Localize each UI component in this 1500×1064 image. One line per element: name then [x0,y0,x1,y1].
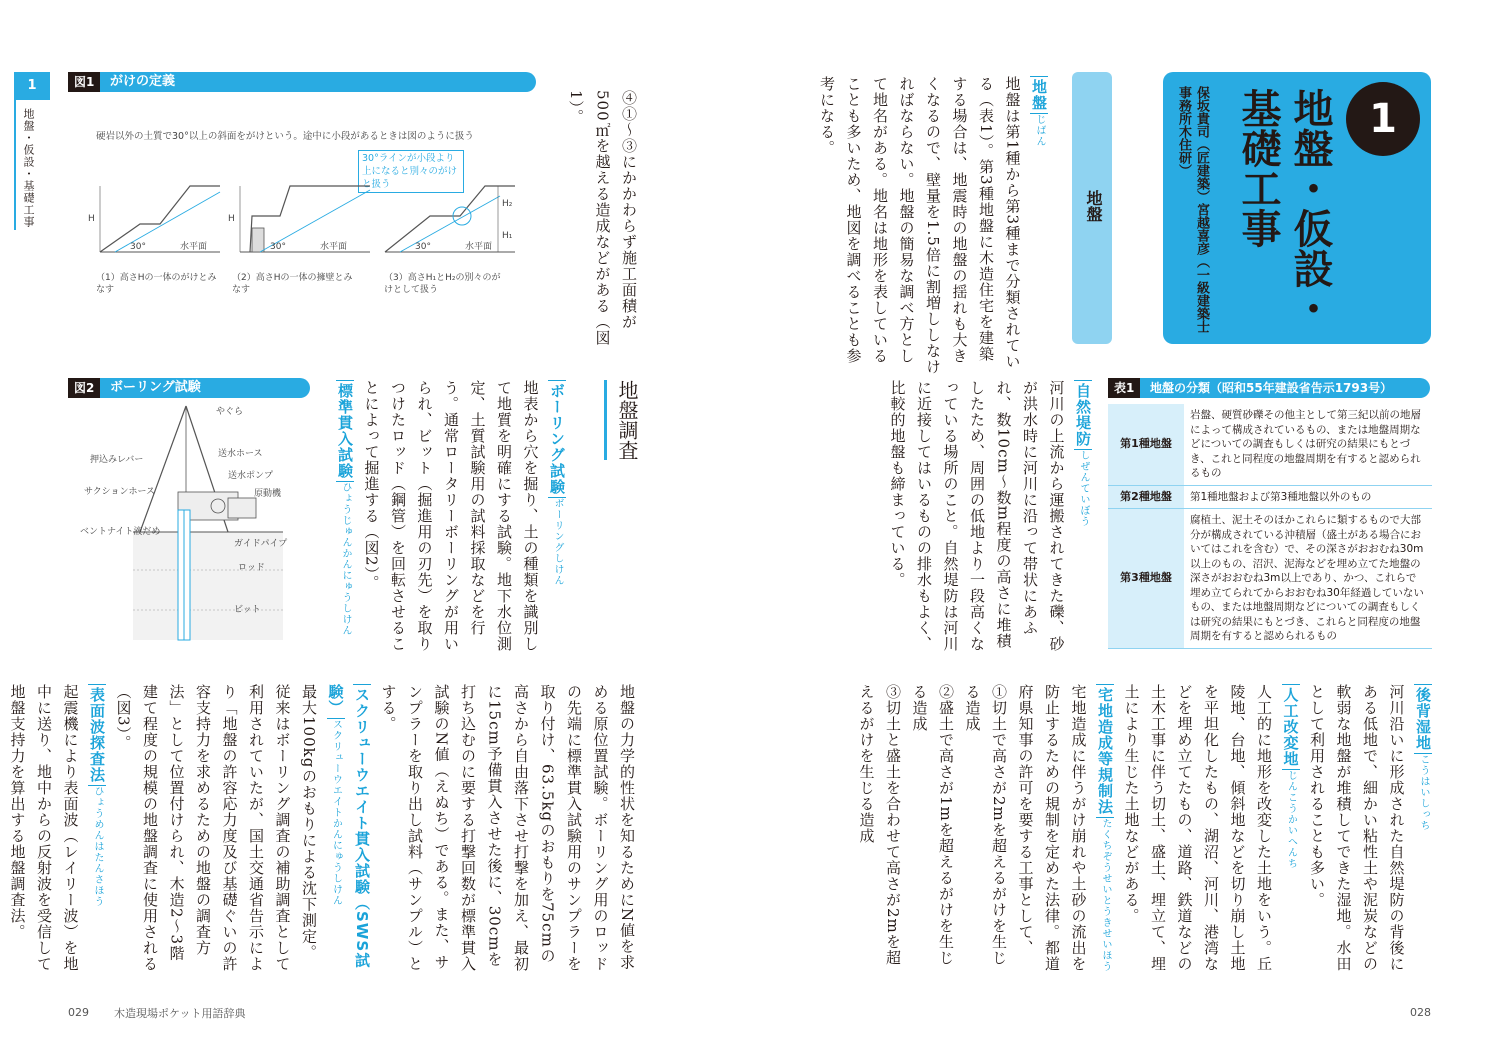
takuchi-body: 宅地造成に伴うがけ崩れや土砂の流出を防止するための規制を定めた法律。都道府県知事の許可を要する工事として、 [1016,684,1088,972]
fig2-title: ボーリング試験 [110,380,201,395]
fig1-diagram [80,176,530,266]
table-cell-desc: 第1種地盤および第3種地盤以外のもの [1184,485,1432,509]
svg-text:H₁: H₁ [502,231,513,241]
takuchi-item-2: ②盛土で高さが1mを超えるがけを生じる造成 [910,684,955,966]
svg-text:ビット: ビット [234,605,261,615]
table1-header [1108,378,1430,398]
table-cell-desc: 岩盤、硬質砂礫その他主として第三紀以前の地層によって構成されているもの、または地盤周期などについての調査もしくは研究の結果にもとづき、これと同程度の地盤周期を有すると認められるもの [1184,404,1432,485]
footer-book-title: 木造現場ポケット用語辞典 [114,1007,246,1020]
wave-body: 起震機により表面波（レイリー波）を地中に送り、地中からの反射波を受信して地盤支持力を算出する地盤調査法。 [8,684,80,972]
jinko-body: 人工的に地形を改変した土地をいう。丘陵地、台地、傾斜地などを切り崩し土地を平坦化したもの、湖沼、河川、港湾などを埋め立てたもの、道路、鉄道などの土木工事に伴う切土、盛土、埋立て、埋土により生じた土地などがある。 [1122,684,1273,972]
takuchi-item-3: ③切土と盛土を合わせて高さが2mを超えるがけを生じる造成 [857,684,902,966]
svg-text:ベントナイト液だめ: ベントナイト液だめ [80,527,161,537]
fig1-title: がけの定義 [110,74,176,89]
svg-text:水平面: 水平面 [180,242,208,252]
svg-text:送水ホース: 送水ホース [218,449,263,459]
fig1-caption-1: （1）高さHの一体のがけとみなす [96,273,217,295]
fig1-note: 硬岩以外の土質で30°以上の斜面をがけという。途中に小段があるときは図のように扱う [96,131,474,142]
boring-body: 地表から穴を掘り、土の種類を識別して地質を明確にする試験。地下水位測定、土質試験用の試料採取などを行う。通常ロータリーボーリングが用いられ、ビット（掘進用の刃先）を取りつけたロッド（鋼管）を回転させることによって掘進する（図2）。 [362,380,540,652]
right-upper-text: 地盤じばん 地盤は第1種から第3種まで分類されている（表1）。第3種地盤に木造住宅を建築する場合は、地震時の地盤の揺れも大きくなるので、壁量を1.5倍に割増ししなければならない。地盤の簡易な調べ方として地名がある。地名は地形を表していることも多いため、地図を調べることも参考になる。 [856,76,1052,376]
table-cell-name: 第2種地盤 [1108,485,1184,509]
svg-text:30°: 30° [415,242,431,252]
table-row [1108,509,1432,649]
svg-text:サクションホース: サクションホース [84,487,156,497]
table-row [1108,485,1432,509]
svg-text:水平面: 水平面 [320,242,348,252]
sp-body: 地盤の力学的性状を知るためにN値を求める原位置試験。ボーリング用のロッドの先端に標準貫入試験用のサンプラーを取り付け、63.5kgのおもりを75cmの高さから自由落下させ打撃を加え、最初に15cm予備貫入させた後に、30cmを打ち込むのに要する打撃回数が標準貫入試験のN値（えぬち）である。また、サンプラーを取り出し試料（サンプル）とする。 [379,684,636,972]
sub-heading-jiban-chosa: 地盤調査 [604,380,642,460]
fig1-header [68,72,536,92]
svg-text:ロッド: ロッド [238,563,265,573]
fig2-label: 図2 [68,378,100,398]
svg-text:H: H [88,214,95,224]
left-upper-text: ボーリング試験ボーリングしけん 地表から穴を掘り、土の種類を識別して地質を明確にする試験。地下水位測定、土質試験用の試料採取などを行う。通常ロータリーボーリングが用いられ、ビット（掘進用の刃先）を取りつけたロッド（鋼管）を回転させることによって掘進する（図2）。 標準貫入試験ひょうじゅんかんにゅうしけん [330,380,570,660]
left-item4-text: ④①～③にかかわらず施工面積が500㎡を越える造成などがある（図1）。 [567,90,638,346]
haihai-body: 河川沿いに形成された自然堤防の背後にある低地で、細かい粘性土や泥炭などの軟弱な地盤が堆積してできた湿地。水田として利用されることも多い。 [1308,684,1406,972]
svg-text:水平面: 水平面 [465,242,493,252]
fig1-caption-3: （3）高さH₁とH₂の別々のがけとして扱う [384,273,501,295]
table1-title: 地盤の分類（昭和55年建設省告示1793号） [1150,381,1393,395]
svg-text:ガイドパイプ: ガイドパイプ [234,539,288,549]
takuchi-item-1: ①切土で高さが2mを超えるがけを生じる造成 [963,684,1008,966]
table-cell-name: 第3種地盤 [1108,509,1184,649]
svg-text:やぐら: やぐら [216,407,244,417]
svg-text:30°: 30° [270,242,286,252]
sws-body: 最大100kgのおもりによる沈下測定。従来はボーリング調査の補助調査として利用されていたが、国土交通省告示により「地盤の許容応力度及び基礎ぐいの許容支持力を求めるための地盤の調査方法」として位置付けられ、木造2～3階建て程度の規模の地盤調査に使用される（図3）。 [114,684,318,972]
footer-left-page: 029 [68,1006,89,1019]
left-lower-text: 地盤の力学的性状を知るためにN値を求める原位置試験。ボーリング用のロッドの先端に標準貫入試験用のサンプラーを取り付け、63.5kgのおもりを75cmの高さから自由落下させ打撃を加え、最初に15cm予備貫入させた後に、30cmを打ち込むのに要する打撃回数が標準貫入試験のN値（えぬち）である。また、サンプラーを取り出し試料（サンプル）とする。 スクリューウエイト貫入試験（SWS試験）スクリューウエイトかんにゅうしけん 最大100kgのおもりによる沈下測定。従来はボーリング調査の補助調査として利用されていたが、国土交通省告示により「地盤の許容応力度及び基礎ぐいの許容支持力を求めるための地盤の調査方法」として位置付けられ、木造2～3階建て程度の規模の地盤調査に使用される（図3）。 表面波探査法ひょうめんはたんさほう 起震機により表面波（レイリー波）を地中に送り、地中からの反射波を受信して地盤支持力を算出する地盤調査法。 [60,684,640,974]
chapter-number: 1 [1346,82,1420,156]
side-tab-number: 1 [14,72,50,100]
svg-text:押込みレバー: 押込みレバー [90,455,144,465]
side-tab-line [14,100,16,230]
fig1-label: 図1 [68,72,100,92]
section-heading: 地盤 [1084,190,1103,222]
fig1-callout: 30°ラインが小段より上になると別々のがけと扱う [358,150,464,193]
fig2-diagram [78,400,318,650]
svg-text:H₂: H₂ [502,199,513,209]
footer-right-page: 028 [1410,1006,1431,1019]
fig1-slope-2 [228,186,370,252]
fig1-slope-3 [385,186,515,252]
table1-label: 表1 [1108,378,1140,398]
shizen-body: 河川の上流から運搬されてきた礫、砂が洪水時に河川に沿って帯状にあふれ、数10cm～数m程度の高さに堆積したため、周囲の低地より一段高くなっている場所のこと。自然堤防は河川に近接してはいるものの排水もよく、比較的地盤も締まっている。 [888,380,1066,652]
fig1-slope-1 [88,186,220,252]
chapter-authors: 保坂貴司（匠建築）宮越喜彦（一級建築士事務所木住研） [1176,86,1209,333]
side-tab-label: 地盤・仮設・基礎工事 [22,108,35,228]
fig1-caption-2: （2）高さHの一体の擁壁とみなす [232,273,353,295]
table-cell-name: 第1種地盤 [1108,404,1184,485]
jiban-body: 地盤は第1種から第3種まで分類されている（表1）。第3種地盤に木造住宅を建築する場合は、地震時の地盤の揺れも大きくなるので、壁量を1.5倍に割増ししなければならない。地盤の簡易な調べ方として地名がある。地名は地形を表していることも多いため、地図を調べることも参考になる。 [818,76,1022,375]
right-middle-text: 自然堤防しぜんていぼう 河川の上流から運搬されてきた礫、砂が洪水時に河川に沿って帯状にあふれ、数10cm～数m程度の高さに堆積したため、周囲の低地より一段高くなっている場所のこと。自然堤防は河川に近接してはいるものの排水もよく、比較的地盤も締まっている。 [856,380,1096,660]
chapter-title: 地盤・仮設・基礎工事 [1235,88,1333,328]
svg-text:送水ポンプ: 送水ポンプ [228,471,274,481]
svg-text:原動機: 原動機 [254,489,282,499]
fig2-header [68,378,310,398]
table-row [1108,404,1432,485]
svg-text:30°: 30° [130,242,146,252]
right-lower-text: 後背湿地こうはいしっち 河川沿いに形成された自然堤防の背後にある低地で、細かい粘性土や泥炭などの軟弱な地盤が堆積してできた湿地。水田として利用されることも多い。 人工改変地じんこうかいへんち 人工的に地形を改変した土地をいう。丘陵地、台地、傾斜地などを切り崩し土地を平坦化したもの、湖沼、河川、港湾などを埋め立てたもの、道路、鉄道などの土木工事に伴う切土、盛土、埋立て、埋土により生じた土地などがある。 宅地造成等規制法たくちぞうせいとうきせいほう 宅地造成に伴うがけ崩れや土砂の流出を防止するための規制を定めた法律。都道府県知事の許可を要する工事として、 ①切土で高さが2mを超えるがけを生じる造成 ②盛土で高さが1mを超えるがけを生じる造成 ③切土と盛土を合わせて高さが2mを超えるがけを生じる造成 [856,684,1436,974]
table-cell-desc: 腐植土、泥土そのほかこれらに類するもので大部分が構成されている沖積層（盛土がある場合においてはこれを含む）で、その深さがおおむね30m以上のもの、沼沢、泥海などを埋め立てた地盤の深さがおおむね3m以上であり、かつ、これらで埋め立てられてからおおむね30年経過していないもの、または地盤周期などについての調査もしくは研究の結果にもとづき、これらと同程度の地盤周期を有すると認められるもの [1184,509,1432,649]
table1 [1108,404,1432,649]
svg-text:H: H [228,214,235,224]
